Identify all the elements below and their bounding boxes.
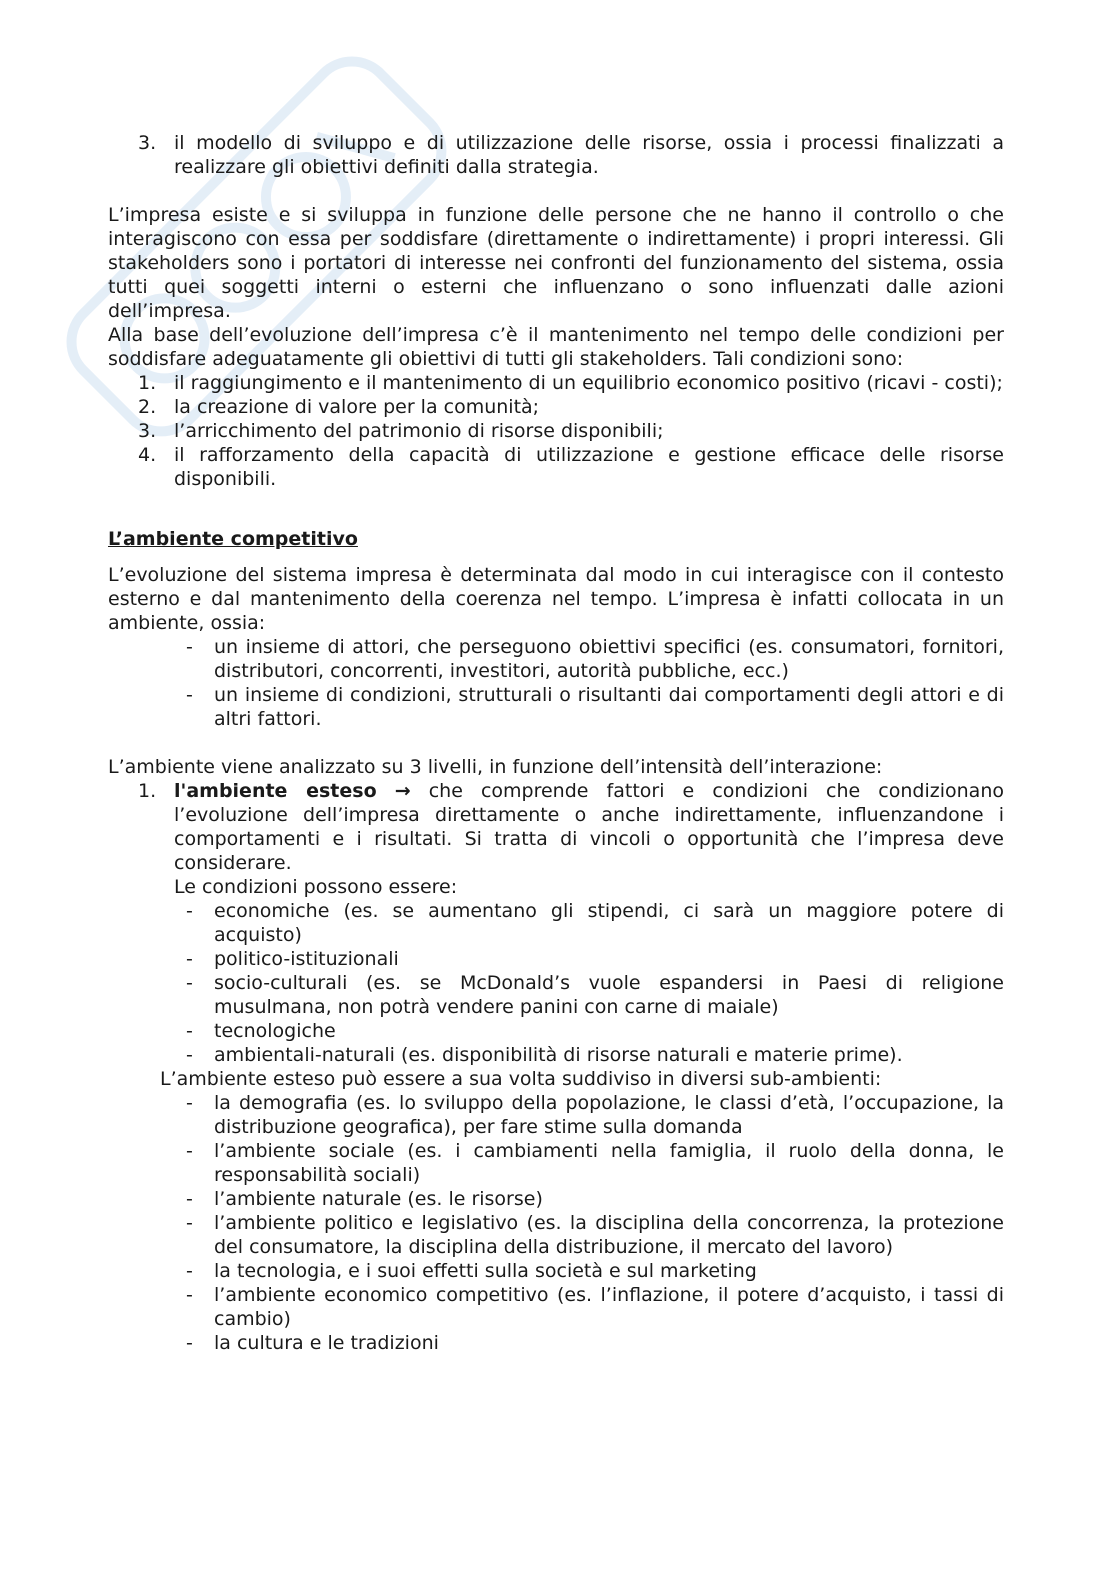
level-1-definition: che comprende fattori e condizioni che condizionano l’evoluzione dell’impresa direttamente o anche indirettamente, influenzandone i comportamenti e i risultati. Si tratta di vincoli o opportunità che l’impresa deve considerare. bbox=[174, 780, 1004, 874]
list-item bbox=[174, 1139, 1004, 1187]
paragraph-levels-intro: L’ambiente viene analizzato su 3 livelli, in funzione dell’intensità dell’interazione: bbox=[108, 756, 883, 778]
list-item-text: la demografia (es. lo sviluppo della popolazione, le classi d’età, l’occupazione, la distribuzione geografica), per fare stime sulla domanda bbox=[214, 1092, 1004, 1138]
sub-ambienti-intro-text: L’ambiente esteso può essere a sua volta suddiviso in diversi sub-ambienti: bbox=[160, 1068, 882, 1090]
list-item bbox=[174, 899, 1004, 947]
sub-ambienti-list bbox=[174, 1091, 1004, 1355]
list-item-text: l’ambiente naturale (es. le risorse) bbox=[214, 1188, 543, 1210]
list-item bbox=[108, 683, 1004, 731]
list-item-text: la cultura e le tradizioni bbox=[214, 1332, 439, 1354]
list-item-text: tecnologiche bbox=[214, 1020, 336, 1042]
list-dash: - bbox=[186, 1332, 193, 1354]
list-dash: - bbox=[186, 1212, 193, 1234]
list-dash: - bbox=[186, 1260, 193, 1282]
conditions-list bbox=[108, 371, 1004, 491]
list-item-text: l’ambiente sociale (es. i cambiamenti nella famiglia, il ruolo della donna, le responsabilità sociali) bbox=[214, 1140, 1004, 1186]
paragraph-ambiente-intro: L’evoluzione del sistema impresa è determinata dal modo in cui interagisce con il contesto esterno e dal mantenimento della coerenza nel tempo. L’impresa è infatti collocata in un ambiente, ossia: bbox=[108, 564, 1004, 634]
list-item-level-1 bbox=[108, 779, 1004, 1355]
list-dash: - bbox=[186, 1188, 193, 1210]
list-number: 1. bbox=[138, 780, 157, 802]
list-item bbox=[174, 1091, 1004, 1139]
list-item-text: il rafforzamento della capacità di utilizzazione e gestione efficace delle risorse disponibili. bbox=[174, 444, 1004, 490]
list-item bbox=[108, 395, 1004, 419]
list-dash: - bbox=[186, 1092, 193, 1114]
list-item bbox=[174, 947, 1004, 971]
paragraph-stakeholders: L’impresa esiste e si sviluppa in funzione delle persone che ne hanno il controllo o che interagiscono con essa per soddisfare (direttamente o indirettamente) i propri interessi. Gli stakeholders sono i portatori di interesse nei confronti del funzionamento del sistema, ossia tutti quei soggetti interni o esterni che influenzano o sono influenzati dalle azioni dell’impresa. bbox=[108, 204, 1004, 322]
list-dash: - bbox=[186, 900, 193, 922]
conditions-intro-text: Le condizioni possono essere: bbox=[174, 876, 458, 898]
list-dash: - bbox=[186, 1020, 193, 1042]
term-ambiente-esteso: l'ambiente esteso bbox=[174, 780, 377, 802]
list-number: 3. bbox=[138, 132, 157, 154]
list-item-text: l’ambiente economico competitivo (es. l’inflazione, il potere d’acquisto, i tassi di cambio) bbox=[214, 1284, 1004, 1330]
list-item bbox=[174, 1187, 1004, 1211]
list-dash: - bbox=[186, 1140, 193, 1162]
list-number: 2. bbox=[138, 396, 157, 418]
list-item bbox=[108, 131, 1004, 179]
list-item bbox=[174, 1019, 1004, 1043]
list-dash: - bbox=[186, 636, 193, 658]
list-item bbox=[174, 971, 1004, 1019]
list-number: 1. bbox=[138, 372, 157, 394]
list-item-text: l’arricchimento del patrimonio di risorse disponibili; bbox=[174, 420, 664, 442]
list-item bbox=[174, 1259, 1004, 1283]
list-item bbox=[174, 1211, 1004, 1259]
list-item-text: ambientali-naturali (es. disponibilità di risorse naturali e materie prime). bbox=[214, 1044, 903, 1066]
list-dash: - bbox=[186, 684, 193, 706]
list-item-text: la creazione di valore per la comunità; bbox=[174, 396, 540, 418]
paragraph-conditions-intro: Alla base dell’evoluzione dell’impresa c’è il mantenimento nel tempo delle condizioni per soddisfare adeguatamente gli obiettivi di tutti gli stakeholders. Tali condizioni sono: bbox=[108, 324, 1004, 370]
list-number: 4. bbox=[138, 444, 157, 466]
list-dash: - bbox=[186, 972, 193, 994]
document-page bbox=[108, 131, 1004, 1355]
list-item bbox=[108, 443, 1004, 491]
list-item bbox=[174, 1043, 1004, 1067]
arrow-right-icon: → bbox=[394, 780, 411, 802]
list-item-text: economiche (es. se aumentano gli stipendi, ci sarà un maggiore potere di acquisto) bbox=[214, 900, 1004, 946]
list-item bbox=[174, 1283, 1004, 1331]
list-item-text: l’ambiente politico e legislativo (es. la disciplina della concorrenza, la protezione del consumatore, la disciplina della distribuzione, il mercato del lavoro) bbox=[214, 1212, 1004, 1258]
list-item-text: la tecnologia, e i suoi effetti sulla società e sul marketing bbox=[214, 1260, 757, 1282]
list-item bbox=[108, 371, 1004, 395]
list-item bbox=[174, 1331, 1004, 1355]
list-item-text: socio-culturali (es. se McDonald’s vuole espandersi in Paesi di religione musulmana, non potrà vendere panini con carne di maiale) bbox=[214, 972, 1004, 1018]
list-item-text: politico-istituzionali bbox=[214, 948, 399, 970]
list-item-text: il modello di sviluppo e di utilizzazione delle risorse, ossia i processi finalizzati a realizzare gli obiettivi definiti dalla strategia. bbox=[174, 132, 1004, 178]
section-title: L’ambiente competitivo bbox=[108, 528, 358, 550]
top-numbered-list bbox=[108, 131, 1004, 179]
ambiente-list bbox=[108, 635, 1004, 731]
list-item-text: il raggiungimento e il mantenimento di un equilibrio economico positivo (ricavi - costi); bbox=[174, 372, 1003, 394]
list-dash: - bbox=[186, 1044, 193, 1066]
list-item-text: un insieme di attori, che perseguono obiettivi specifici (es. consumatori, fornitori, distributori, concorrenti, investitori, autorità pubbliche, ecc.) bbox=[214, 636, 1004, 682]
list-item bbox=[108, 635, 1004, 683]
list-item bbox=[108, 419, 1004, 443]
list-number: 3. bbox=[138, 420, 157, 442]
condizioni-list bbox=[174, 899, 1004, 1067]
list-item-text: un insieme di condizioni, strutturali o risultanti dai comportamenti degli attori e di altri fattori. bbox=[214, 684, 1004, 730]
levels-list bbox=[108, 779, 1004, 1355]
list-dash: - bbox=[186, 1284, 193, 1306]
list-dash: - bbox=[186, 948, 193, 970]
